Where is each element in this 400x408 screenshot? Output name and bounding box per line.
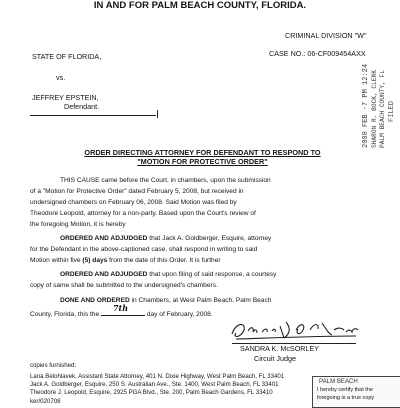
- versus-label: vs.: [56, 73, 66, 82]
- judge-title: Circuit Judge: [254, 354, 296, 363]
- para1-line3: undersigned chambers on February 06, 2008. Said Motion was filed by: [30, 199, 237, 206]
- para3-line1-rest: that upon filing of said response, a courtesy: [147, 271, 277, 278]
- para3-line2: copy of same shall be submitted to the undersigned's chambers.: [30, 282, 218, 289]
- defendant-label: Defendant.: [64, 102, 100, 111]
- order-title-line2: "MOTION FOR PROTECTIVE ORDER": [137, 157, 268, 166]
- para2-ordered: ORDERED AND ADJUDGED: [60, 235, 148, 242]
- para2-line1-rest: that Jack A. Goldberger, Esquire, attorney: [147, 235, 272, 242]
- para1-line4: Theodore Leopold, attorney for a non-party. Based upon the Court's review of: [30, 210, 256, 217]
- judge-name: SANDRA K. McSORLEY: [240, 344, 320, 353]
- order-title-line1: ORDER DIRECTING ATTORNEY FOR DEFENDANT TO RESPOND TO: [84, 148, 321, 157]
- filing-stamp-date: 2008 FEB -7 PM 12:24: [362, 63, 370, 148]
- para1-line5: the foregoing Motion, it is hereby: [30, 221, 126, 228]
- copies-label: copies furnished:: [30, 362, 77, 369]
- cert-header: PALM BEACH: [319, 378, 358, 385]
- para2-days: (5) days: [82, 257, 108, 264]
- para2-line3-a: Motion within five: [30, 257, 83, 264]
- para1-line2: of a "Motion for Protective Order" dated February 5, 2008, but received in: [30, 188, 244, 195]
- para1-line1: THIS CAUSE came before the Court, in chambers, upon the submission: [60, 177, 271, 184]
- defendant-name: JEFFREY EPSTEIN,: [32, 93, 99, 102]
- plaintiff-name: STATE OF FLORIDA,: [32, 52, 102, 61]
- filing-stamp-clerk: SHARON R. BOCK, CLERK: [371, 70, 378, 148]
- filing-stamp-filed: FILED: [388, 100, 396, 122]
- para3-ordered: ORDERED AND ADJUDGED: [60, 271, 148, 278]
- day-handwritten: 7th: [112, 303, 129, 313]
- division-label: CRIMINAL DIVISION "W": [285, 31, 367, 40]
- filing-stamp-dept: PALM BEACH COUNTY, FL: [379, 70, 386, 148]
- court-header: IN AND FOR PALM BEACH COUNTY, FLORIDA.: [93, 0, 307, 11]
- para2-line3-b: from the date of this Order. It is further: [107, 257, 221, 264]
- cert-line2: foregoing is a true copy: [317, 395, 375, 401]
- copy-recipient-2: Jack A. Goldberger, Esquire, 250 S. Australian Ave., Ste. 1400, West Palm Beach, FL 33401: [30, 381, 279, 388]
- para4-line2-a: County, Florida, this the: [30, 311, 101, 318]
- copy-recipient-1: Lana Belohlavek, Assistant State Attorney, 401 N. Dixie Highway, West Palm Beach, FL 33401: [30, 373, 285, 380]
- para2-line2: for the Defendant in the above-captioned case, shall respond in writing to said: [30, 246, 258, 253]
- certified-copy-stamp: [312, 376, 400, 408]
- cert-line1: I hereby certify that the: [317, 387, 373, 393]
- case-number: CASE NO.: 06-CF009454AXX: [269, 49, 366, 58]
- para4-line2-b: day of February, 2008.: [144, 311, 213, 318]
- para4-done: DONE AND ORDERED: [60, 297, 130, 304]
- copy-recipient-3: Theodore J. Leopold, Esquire, 2925 PGA Blvd., Ste. 200, Palm Beach Gardens, FL 33410: [30, 389, 273, 396]
- footer-code: ker/020708: [30, 398, 61, 405]
- para4-line1-rest: in Chambers, at West Palm Beach, Palm Beach: [129, 297, 272, 304]
